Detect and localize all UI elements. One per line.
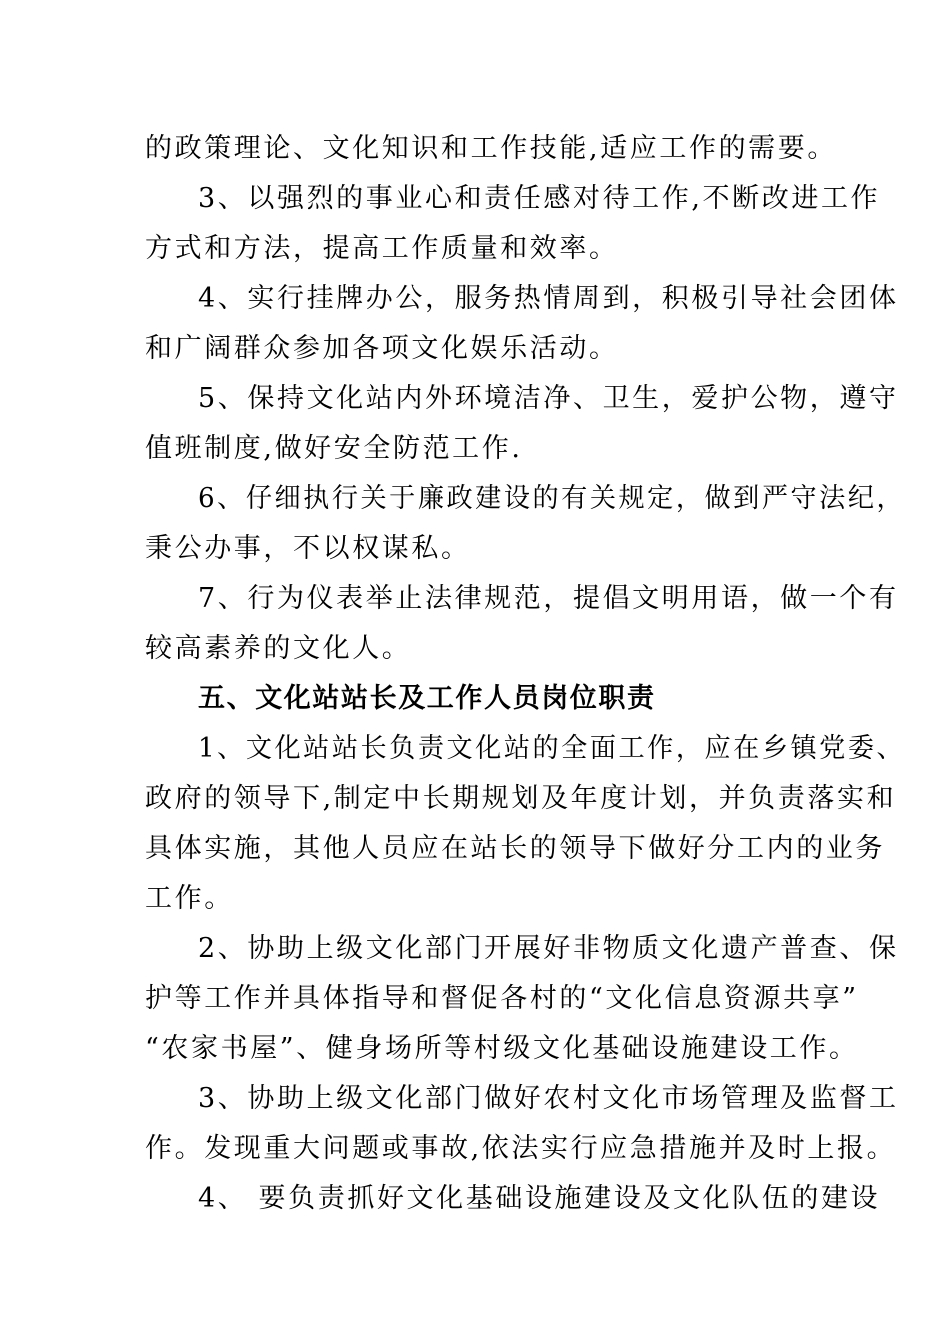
text-line: 工作。 <box>145 883 234 914</box>
text-line: 4、 要负责抓好文化基础设施建设及文化队伍的建设 <box>198 1183 881 1214</box>
text-line: 的政策理论、文化知识和工作技能,适应工作的需要。 <box>145 133 837 164</box>
text-line: 护等工作并具体指导和督促各村的“文化信息资源共享” <box>145 983 859 1014</box>
text-line: 6、仔细执行关于廉政建设的有关规定，做到严守法纪， <box>198 483 906 514</box>
text-line: 2、协助上级文化部门开展好非物质文化遗产普查、保 <box>198 933 899 964</box>
text-line: 具体实施，其他人员应在站长的领导下做好分工内的业务 <box>145 833 885 864</box>
text-line: “农家书屋”、健身场所等村级文化基础设施建设工作。 <box>145 1033 859 1064</box>
text-line: 政府的领导下,制定中长期规划及年度计划，并负责落实和 <box>145 783 897 814</box>
text-line: 较高素养的文化人。 <box>145 633 412 664</box>
text-line: 3、协助上级文化部门做好农村文化市场管理及监督工 <box>198 1083 899 1114</box>
text-line: 7、行为仪表举止法律规范，提倡文明用语，做一个有 <box>198 583 899 614</box>
section-heading: 五、文化站站长及工作人员岗位职责 <box>198 683 656 714</box>
text-line: 4、实行挂牌办公，服务热情周到，积极引导社会团体 <box>198 283 899 314</box>
text-line: 1、文化站站长负责文化站的全面工作，应在乡镇党委、 <box>198 733 906 764</box>
text-line: 3、以强烈的事业心和责任感对待工作,不断改进工作 <box>198 183 881 214</box>
text-line: 值班制度,做好安全防范工作. <box>145 433 523 464</box>
text-line: 秉公办事，不以权谋私。 <box>145 533 471 564</box>
text-line: 5、保持文化站内外环境洁净、卫生，爱护公物，遵守 <box>198 383 899 414</box>
text-line: 和广阔群众参加各项文化娱乐活动。 <box>145 333 619 364</box>
text-line: 作。发现重大问题或事故,依法实行应急措施并及时上报。 <box>145 1133 897 1164</box>
text-line: 方式和方法，提高工作质量和效率。 <box>145 233 619 264</box>
